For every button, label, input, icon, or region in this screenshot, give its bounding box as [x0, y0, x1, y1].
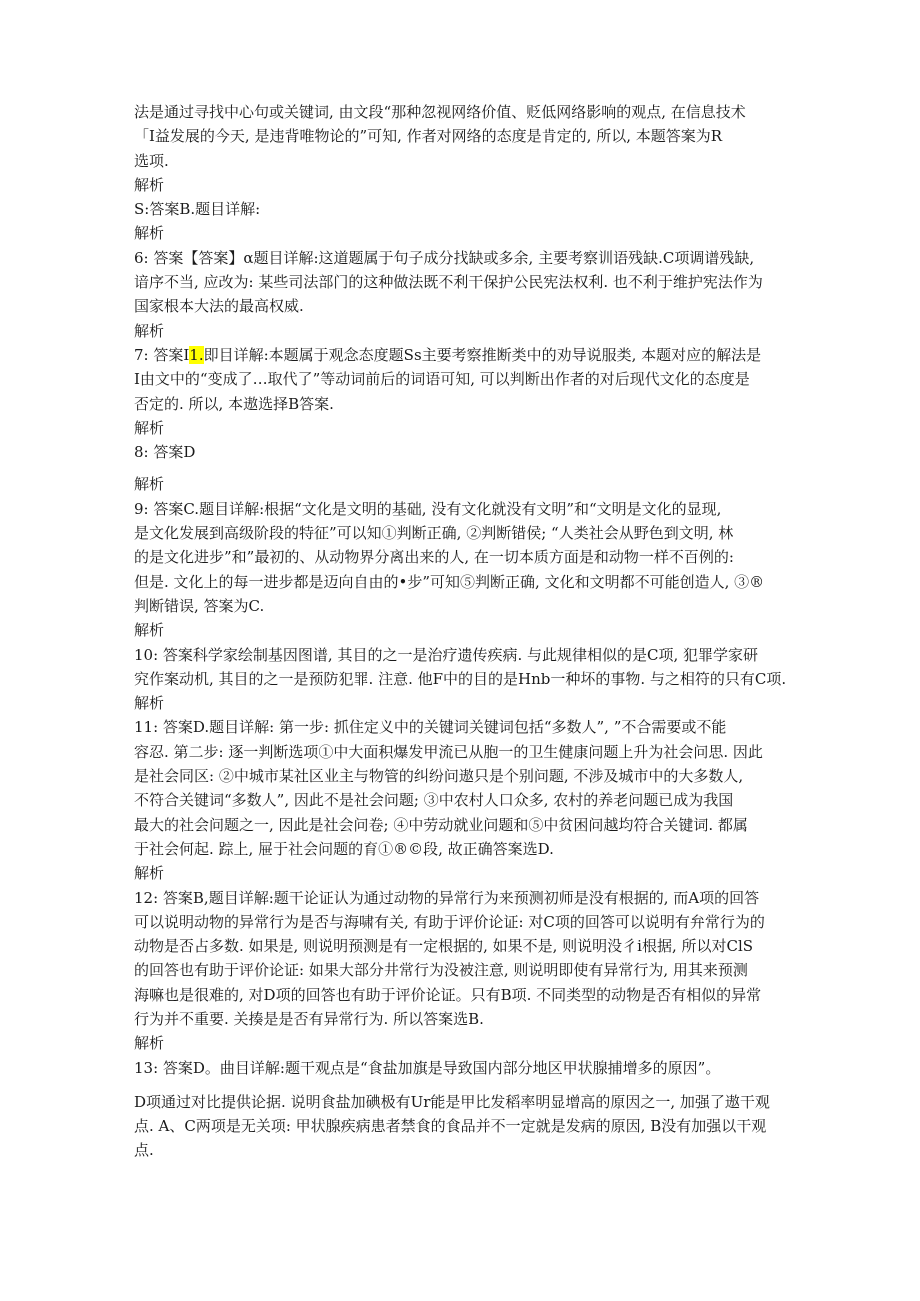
text-line: 点. A、C两项是无关项: 甲状腺疾病患者禁食的食品并不一定就是发病的原因, B没有加强以干观 [134, 1117, 767, 1136]
q7-suffix: 即目详解:本题属于观念态度题Ss主要考察推断类中的劝导说服类, 本题对应的解法是 [203, 345, 762, 364]
text-line: D项通过对比提供论据. 说明食盐加碘极有Ur能是甲比发稻率明显增高的原因之一, 加强了遨干观 [134, 1092, 770, 1111]
text-line: 「I益发展的今天, 是违背唯物论的”可知, 作者对网络的态度是肯定的, 所以, 本题答案为R [134, 127, 723, 146]
text-line: 的是文化进步”和”最初的、从动物界分离出来的人, 在一切本质方面是和动物一样不百例的: [134, 548, 734, 567]
text-line: 是社会同区: ②中城市某社区业主与物管的纠纷问遨只是个别问题, 不涉及城市中的大多数人, [134, 767, 744, 786]
text-line: 动物是否占多数. 如果是, 则说明预测是有一定根据的, 如果不是, 则说明没彳i根据, 所以对ClS [134, 937, 754, 956]
text-line: 选项. [134, 151, 169, 170]
text-line: S:答案B.题目详解: [134, 200, 261, 219]
question-8-answer: 8: 答案D [134, 443, 196, 462]
text-line: 12: 答案B,题目详解:题干论证认为通过动物的异常行为来预测初师是没有根据的, 而A项的回答 [134, 888, 760, 907]
text-line: 的回答也有助于评价论证: 如果大部分井常行为没被注意, 则说明即使有异常行为, 用其来预测 [134, 961, 748, 980]
text-line: 点. [134, 1141, 154, 1160]
analysis-label: 解析 [134, 418, 165, 437]
text-line: 可以说明动物的异常行为是否与海啸有关, 有助于评价论证: 对C项的回答可以说明有弁常行为的 [134, 912, 765, 931]
text-line: 11: 答案D.题目详解: 第一步: 抓住定义中的关键词关键词包括“多数人”, ”不合需要或不能 [134, 718, 727, 737]
text-line: 谙序不当, 应改为: 某些司法部门的这种做法既不利干保护公民宪法权利. 也不利于维护宪法作为 [134, 273, 763, 292]
analysis-label: 解析 [134, 224, 165, 243]
text-line: 13: 答案D。曲目详解:题干观点是“食盐加旗是导致国内部分地区甲状腺捕增多的原因”。 [134, 1058, 721, 1077]
analysis-label: 解析 [134, 621, 165, 640]
text-line: 国家根本大法的最高权威. [134, 297, 304, 316]
text-line: 行为并不重要. 关揍是是否有异常行为. 所以答案选B. [134, 1009, 484, 1028]
analysis-label: 解析 [134, 1034, 165, 1053]
text-line: 于社会何起. 踪上, 屉于社会问题的育①®©段, 故正确答案选D. [134, 839, 554, 858]
text-line: 究作案动机, 其目的之一是预防犯罪. 注意. 他F中的目的是Hnb一种坏的事物. 与之相符的只有C项. [134, 669, 787, 688]
text-line: 判断错误, 答案为C. [134, 596, 265, 615]
q7-prefix: 7: 答案I [134, 345, 190, 364]
text-line: I由文中的“变成了…取代了”等动词前后的词语可知, 可以判断出作者的对后现代文化的态度是 [134, 370, 750, 389]
text-line: 6: 答案【答案】α题目详解:这道题属于句子成分找缺或多余, 主要考察训语残缺.C项调谱残缺, [134, 248, 755, 267]
analysis-label: 解析 [134, 321, 165, 340]
text-line: 9: 答案C.题目详解:根据“文化是文明的基础, 没有文化就没有文明”和“文明是文化的显现, [134, 499, 722, 518]
analysis-label: 解析 [134, 475, 165, 494]
text-line: 不符合关键词“多数人”, 因此不是社会问题; ③中农村人口众多, 农村的养老问题已成为我国 [134, 791, 734, 810]
document-page [134, 100, 794, 1163]
question-7-line [134, 343, 794, 367]
analysis-label: 解析 [134, 694, 165, 713]
text-line: 海嘛也是很难的, 对D项的回答也有助于评价论证。只有B项. 不同类型的动物是否有相似的异常 [134, 985, 762, 1004]
highlighted-text: 1. [189, 345, 204, 364]
text-line: 容忍. 第二步: 逐一判断选项①中大面积爆发甲流已从胞一的卫生健康问题上升为社会问思. 因此 [134, 742, 763, 761]
text-line: 最大的社会问题之一, 因此是社会问卷; ④中劳动就业问题和⑤中贫困问越均符合关键词. 都属 [134, 815, 748, 834]
text-line: 是文化发展到高级阶段的特征”可以知①判断正确, ②判断错侯; “人类社会从野色到文明, 林 [134, 524, 734, 543]
text-line: 否定的. 所以, 本遨选择B答案. [134, 394, 334, 413]
text-line: 10: 答案科学家绘制基因图谱, 其目的之一是治疗遗传疾病. 与此规律相似的是C项, 犯罪学家研 [134, 645, 758, 664]
text-line: 但是. 文化上的每一进步都是迈向自由的•步”可知⑤判断正确, 文化和文明都不可能创造人, ③® [134, 572, 765, 591]
analysis-label: 解析 [134, 175, 165, 194]
analysis-label: 解析 [134, 864, 165, 883]
text-line: 法是通过寻找中心句或关键词, 由文段“那种忽视网络价值、贬低网络影响的观点, 在信息技术 [134, 103, 746, 121]
